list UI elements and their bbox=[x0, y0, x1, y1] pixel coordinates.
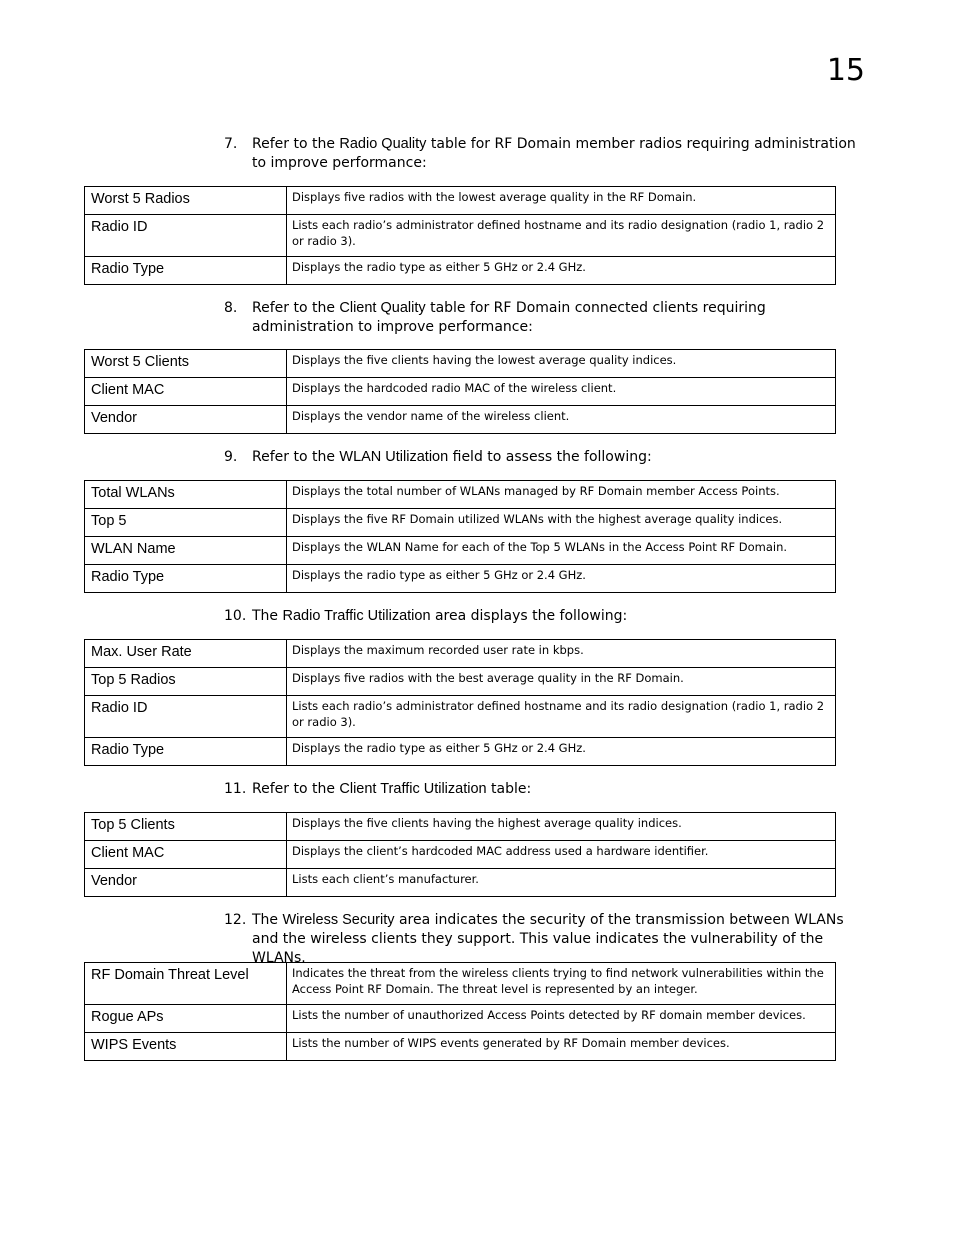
table-row bbox=[85, 963, 836, 1005]
field-description: Displays the maximum recorded user rate in kbps. bbox=[287, 640, 836, 668]
table-row bbox=[85, 738, 836, 766]
field-name: Vendor bbox=[85, 869, 287, 897]
field-name: Radio ID bbox=[85, 215, 287, 257]
field-name: Client MAC bbox=[85, 841, 287, 869]
radio-traffic-utilization-table bbox=[84, 639, 836, 766]
wlan-utilization-table bbox=[84, 480, 836, 593]
chapter-number: 15 bbox=[826, 53, 865, 88]
table-row bbox=[85, 350, 836, 378]
table-row bbox=[85, 668, 836, 696]
field-description: Displays five radios with the lowest average quality in the RF Domain. bbox=[287, 187, 836, 215]
field-description: Displays the WLAN Name for each of the Top 5 WLANs in the Access Point RF Domain. bbox=[287, 537, 836, 565]
table-row bbox=[85, 187, 836, 215]
step-7 bbox=[224, 135, 866, 173]
field-description: Lists the number of WIPS events generated by RF Domain member devices. bbox=[287, 1033, 836, 1061]
table-row bbox=[85, 696, 836, 738]
client-traffic-utilization-table bbox=[84, 812, 836, 897]
table-row bbox=[85, 1033, 836, 1061]
table-row bbox=[85, 869, 836, 897]
field-name: Client MAC bbox=[85, 378, 287, 406]
field-description: Displays the vendor name of the wireless client. bbox=[287, 406, 836, 434]
field-description: Lists each client’s manufacturer. bbox=[287, 869, 836, 897]
step-text: The Wireless Security area indicates the security of the transmission between WLANs and the wireless clients they support. This value indicates the vulnerability of the WLANs. bbox=[252, 912, 844, 966]
field-name: Top 5 Radios bbox=[85, 668, 287, 696]
field-name: Top 5 Clients bbox=[85, 813, 287, 841]
ui-term: Client Traffic Utilization bbox=[339, 781, 487, 797]
field-description: Lists each radio’s administrator defined hostname and its radio designation (radio 1, radio 2 or radio 3). bbox=[287, 696, 836, 738]
field-name: Worst 5 Radios bbox=[85, 187, 287, 215]
table-row bbox=[85, 813, 836, 841]
table-row bbox=[85, 406, 836, 434]
step-10 bbox=[224, 607, 866, 626]
table-row bbox=[85, 537, 836, 565]
step-12 bbox=[224, 911, 866, 968]
step-8 bbox=[224, 299, 866, 337]
step-text: Refer to the Client Quality table for RF Domain connected clients requiring administration to improve performance: bbox=[252, 300, 766, 335]
field-description: Displays the hardcoded radio MAC of the wireless client. bbox=[287, 378, 836, 406]
step-number: 12. bbox=[224, 912, 247, 928]
field-description: Indicates the threat from the wireless clients trying to find network vulnerabilities within the Access Point RF Domain. The threat level is represented by an integer. bbox=[287, 963, 836, 1005]
step-number: 11. bbox=[224, 781, 247, 797]
field-description: Displays the five clients having the lowest average quality indices. bbox=[287, 350, 836, 378]
step-text: Refer to the Radio Quality table for RF Domain member radios requiring administration to improve performance: bbox=[252, 136, 856, 171]
ui-term: Radio Traffic Utilization bbox=[282, 608, 431, 624]
field-description: Displays the five clients having the highest average quality indices. bbox=[287, 813, 836, 841]
ui-term: Radio Quality bbox=[339, 136, 427, 152]
step-number: 10. bbox=[224, 608, 247, 624]
wireless-security-table bbox=[84, 962, 836, 1061]
table-row bbox=[85, 640, 836, 668]
table-row bbox=[85, 841, 836, 869]
step-text: Refer to the WLAN Utilization field to assess the following: bbox=[252, 449, 652, 465]
step-text: The Radio Traffic Utilization area displays the following: bbox=[252, 608, 628, 624]
table-row bbox=[85, 257, 836, 285]
radio-quality-table bbox=[84, 186, 836, 285]
table-row bbox=[85, 481, 836, 509]
field-description: Displays five radios with the best average quality in the RF Domain. bbox=[287, 668, 836, 696]
field-name: Top 5 bbox=[85, 509, 287, 537]
field-description: Displays the client’s hardcoded MAC address used a hardware identifier. bbox=[287, 841, 836, 869]
table-row bbox=[85, 215, 836, 257]
ui-term: WLAN Utilization bbox=[339, 449, 449, 465]
step-number: 8. bbox=[224, 300, 238, 316]
field-description: Displays the radio type as either 5 GHz or 2.4 GHz. bbox=[287, 257, 836, 285]
client-quality-table bbox=[84, 349, 836, 434]
field-description: Displays the total number of WLANs managed by RF Domain member Access Points. bbox=[287, 481, 836, 509]
field-name: Radio Type bbox=[85, 738, 287, 766]
step-number: 7. bbox=[224, 136, 238, 152]
step-text: Refer to the Client Traffic Utilization table: bbox=[252, 781, 532, 797]
field-description: Displays the radio type as either 5 GHz or 2.4 GHz. bbox=[287, 738, 836, 766]
step-9 bbox=[224, 448, 866, 467]
field-name: Max. User Rate bbox=[85, 640, 287, 668]
field-name: Worst 5 Clients bbox=[85, 350, 287, 378]
step-number: 9. bbox=[224, 449, 238, 465]
field-name: WIPS Events bbox=[85, 1033, 287, 1061]
field-description: Displays the five RF Domain utilized WLANs with the highest average quality indices. bbox=[287, 509, 836, 537]
table-row bbox=[85, 378, 836, 406]
field-name: Rogue APs bbox=[85, 1005, 287, 1033]
field-description: Lists each radio’s administrator defined hostname and its radio designation (radio 1, radio 2 or radio 3). bbox=[287, 215, 836, 257]
field-description: Lists the number of unauthorized Access Points detected by RF domain member devices. bbox=[287, 1005, 836, 1033]
field-name: Vendor bbox=[85, 406, 287, 434]
field-name: Radio ID bbox=[85, 696, 287, 738]
field-name: WLAN Name bbox=[85, 537, 287, 565]
ui-term: Client Quality bbox=[339, 300, 426, 316]
ui-term: Wireless Security bbox=[282, 912, 395, 928]
field-name: Total WLANs bbox=[85, 481, 287, 509]
step-11 bbox=[224, 780, 866, 799]
table-row bbox=[85, 565, 836, 593]
field-name: RF Domain Threat Level bbox=[85, 963, 287, 1005]
field-name: Radio Type bbox=[85, 257, 287, 285]
field-description: Displays the radio type as either 5 GHz or 2.4 GHz. bbox=[287, 565, 836, 593]
field-name: Radio Type bbox=[85, 565, 287, 593]
table-row bbox=[85, 509, 836, 537]
table-row bbox=[85, 1005, 836, 1033]
